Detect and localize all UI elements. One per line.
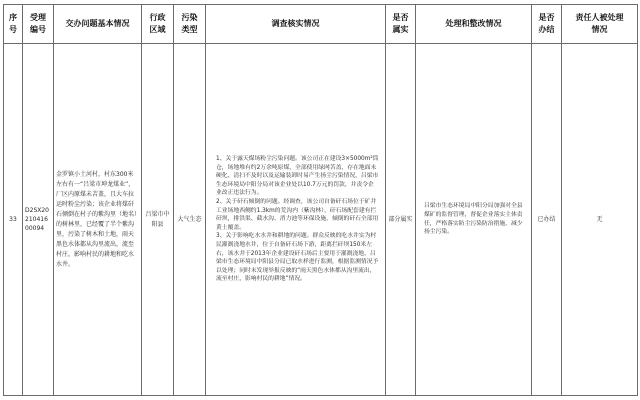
cell-closed: 已办结	[532, 44, 562, 396]
header-pollution: 污染 类型	[174, 5, 206, 44]
cell-seq: 33	[4, 44, 23, 396]
header-code: 受理 编号	[23, 5, 54, 44]
cell-issue: 金罗镇小土河村，村东300米左右有一“吕梁市坤龙煤业”，厂区内原煤未苫盖，且大车拉运时粉尘污染；该企业将煤矸石倾倒在村子的紫沟里（地名）的树林里，已经覆了半个紫沟里，污染了树木和土地，雨天黑色水体都从沟里流出，流至村庄，影响村民的耕地和吃水水井。	[54, 44, 142, 396]
cell-true: 部分属实	[386, 44, 416, 396]
survey-paragraph: 2、关于矸石倾倒的问题。经调查，该公司自备矸石场位于矿井工业场地西侧约1.3km的荒沟内（紫沟林），矸石场配套建有拦矸坝，排洪渠、截水沟、消力池等环保设施，倾倒的矸石全部用黄土覆盖。	[216, 199, 379, 231]
header-region: 行政 区域	[142, 5, 174, 44]
header-true: 是否 属实	[386, 5, 416, 44]
cell-rectify: 吕梁市生态环境局中阳分局加强对全县煤矿的监督管理，督促企业落实主体责任，严格落实防尘污染防治措施，减少扬尘污染。	[416, 44, 532, 396]
header-issue: 交办问题基本情况	[54, 5, 142, 44]
header-closed: 是否 办结	[532, 5, 562, 44]
supervision-report-table	[3, 4, 638, 396]
cell-accountability: 无	[562, 44, 638, 396]
header-row	[4, 5, 638, 44]
cell-pollution: 大气生态	[174, 44, 206, 396]
survey-paragraph: 3、关于影响吃水水井和耕地的问题。群众反映的吃水井实为村民灌溉浇地水井，位于自备矸石场下游，距离拦矸坝150米左右，该水井于2013年企业建设矸石场后主要用于灌溉浇地，吕梁市生态环境局中阳县分局已取水样进行监测，根据监测情况予以处理；同时未发现举报反映的“雨天黑色水体都从沟里流出，流至村庄，影响村民的耕地”情况。	[216, 233, 379, 283]
cell-region: 吕梁市中阳县	[142, 44, 174, 396]
header-survey: 调查核实情况	[206, 5, 386, 44]
header-seq: 序 号	[4, 5, 23, 44]
header-rectify: 处理和整改情况	[416, 5, 532, 44]
cell-survey	[206, 44, 386, 396]
header-accountability: 责任人被处理 情况	[562, 5, 638, 44]
survey-paragraph: 1、关于露天煤场粉尘污染问题。该公司正在建设3×5000m²筒仓，场地堆有约2万余吨原煤，全部使用绿网苫盖，存在地面未硬化、清扫不及时以及运输装卸时易产生扬尘污染情况，吕梁市生态环境局中阳分局对该企业处以10.7万元的罚款，并责令企业改正违法行为。	[216, 156, 379, 197]
cell-code: D2SX2021041600094	[23, 44, 54, 396]
table-row	[4, 44, 638, 396]
